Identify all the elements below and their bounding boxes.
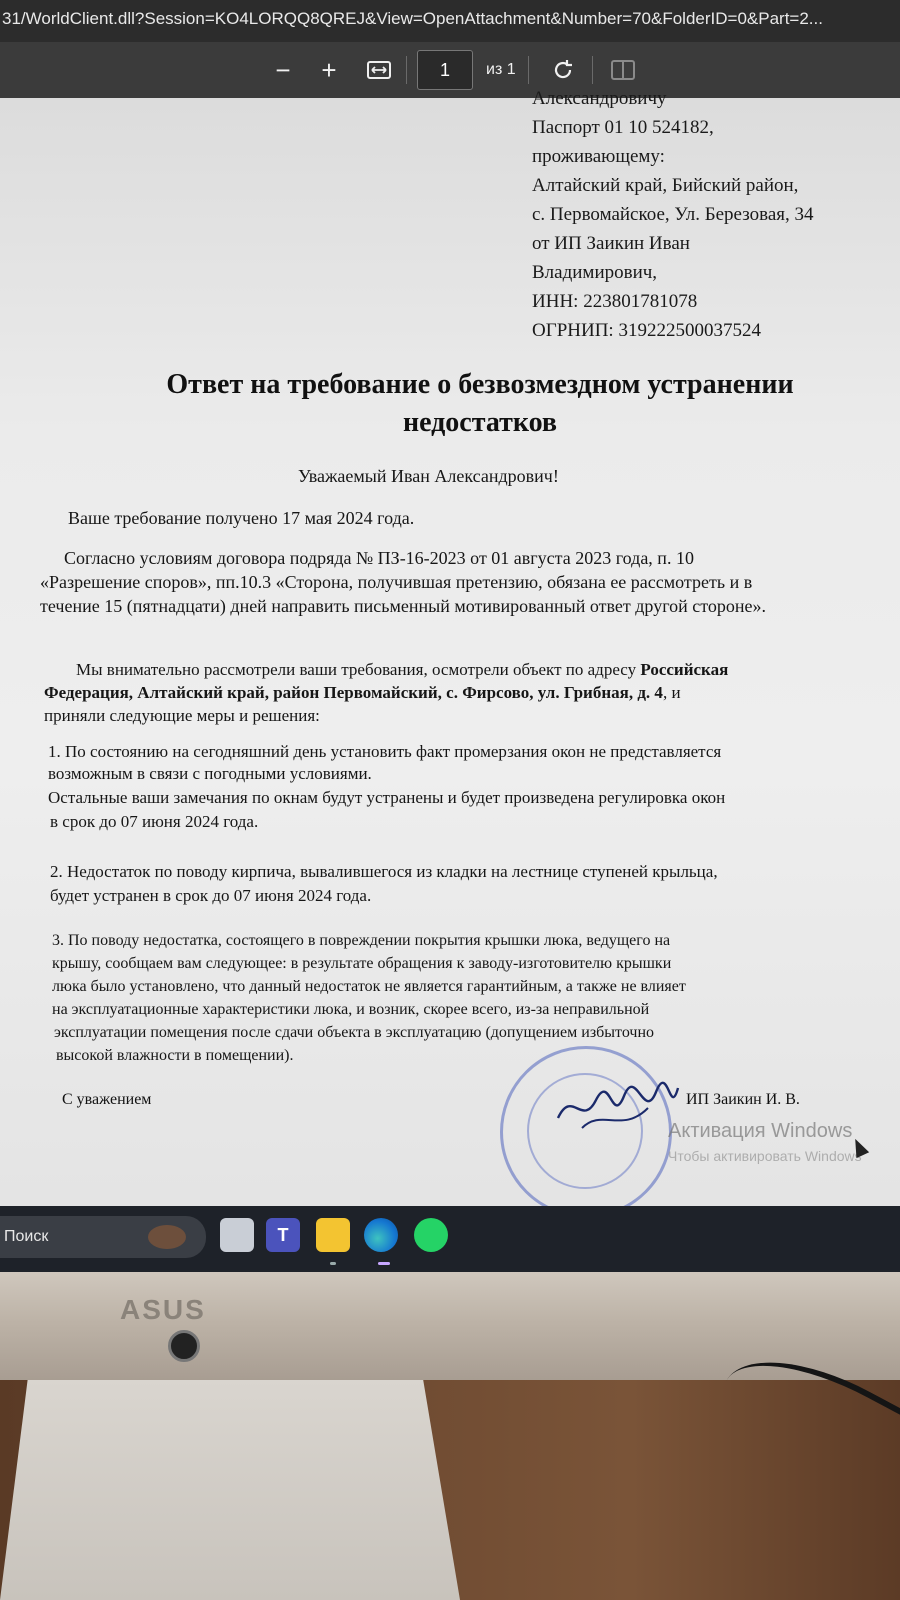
taskbar [0, 1206, 900, 1272]
toolbar-divider [592, 56, 593, 84]
active-indicator [378, 1262, 390, 1265]
list-item-3-line: 3. По поводу недостатка, состоящего в повреждении покрытия крышки люка, ведущего на [52, 932, 671, 949]
page-number-input[interactable]: 1 [417, 50, 473, 90]
url-text: 31/WorldClient.dll?Session=KO4LORQQ8QREJ&View=OpenAttachment&Number=70&FolderID=0&Part=2... [2, 9, 823, 28]
title-line: Ответ на требование о безвозмездном устранении [166, 369, 794, 400]
address-line: Паспорт 01 10 524182, [532, 117, 714, 138]
list-item-1-line: возможным в связи с погодными условиями. [48, 764, 372, 783]
address-line: ИНН: 223801781078 [532, 291, 698, 312]
rotate-icon [551, 58, 575, 82]
webcam-icon [168, 1330, 200, 1362]
list-item-2-line: 2. Недостаток по поводу кирпича, вывалившегося из кладки на лестнице ступеней крыльца, [50, 862, 718, 881]
list-item-1-line: 1. По состоянию на сегодняшний день установить факт промерзания окон не представляется [48, 742, 722, 761]
plus-icon: + [321, 55, 337, 85]
zoom-in-button[interactable] [312, 42, 346, 98]
activation-watermark-hint: Чтобы активировать Windows [668, 1148, 862, 1164]
closing-text: С уважением [62, 1091, 152, 1108]
address-line: ОГРНИП: 319222500037524 [532, 320, 761, 341]
monitor-stand [0, 1380, 460, 1600]
address-line: Алтайский край, Бийский район, [532, 175, 799, 196]
list-item-3-line: высокой влажности в помещении). [56, 1047, 294, 1064]
inspection-text: , и [662, 683, 681, 702]
teams-icon[interactable]: T [266, 1218, 300, 1252]
list-item-2-line: будет устранен в срок до 07 июня 2024 года. [50, 886, 372, 905]
list-item-3-line: эксплуатации помещения после сдачи объекта в эксплуатацию (допущением избыточно [54, 1024, 655, 1041]
document-title [80, 366, 880, 442]
inspection-address-bold: Федерация, Алтайский край, район Первомайский, с. Фирсово, ул. Грибная, д. 4 [44, 683, 663, 702]
address-line: Александровичу [532, 88, 667, 109]
file-explorer-icon[interactable] [316, 1218, 350, 1252]
address-line: проживающему: [532, 146, 665, 167]
list-item-1-line: в срок до 07 июня 2024 года. [50, 812, 259, 831]
address-line: от ИП Заикин Иван [532, 233, 690, 254]
toolbar-divider [406, 56, 407, 84]
two-page-icon [611, 60, 635, 80]
zoom-out-button[interactable] [266, 42, 300, 98]
paragraph-received: Ваше требование получено 17 мая 2024 года. [68, 508, 415, 528]
whatsapp-icon[interactable] [414, 1218, 448, 1252]
toolbar-divider [528, 56, 529, 84]
address-bar[interactable] [0, 0, 900, 42]
signer-name: ИП Заикин И. В. [686, 1091, 800, 1108]
minus-icon: − [275, 55, 291, 85]
list-item-3-line: люка было установлено, что данный недостаток не является гарантийным, а также не влияет [52, 978, 686, 995]
address-line: с. Первомайское, Ул. Березовая, 34 [532, 204, 814, 225]
running-indicator [330, 1262, 336, 1265]
inspection-address-bold: Российская [640, 660, 729, 679]
edge-icon[interactable] [364, 1218, 398, 1252]
list-item-1-line: Остальные ваши замечания по окнам будут устранены и будет произведена регулировка окон [48, 788, 726, 807]
paragraph-inspection-line [76, 660, 728, 680]
greeting: Уважаемый Иван Александрович! [298, 466, 559, 486]
signature [552, 1078, 682, 1138]
paragraph-contract-line: Согласно условиям договора подряда № ПЗ-16-2023 от 01 августа 2023 года, п. 10 [64, 548, 694, 568]
task-view-icon[interactable] [220, 1218, 254, 1252]
title-line: недостатков [402, 407, 558, 438]
search-label: Поиск [4, 1228, 49, 1245]
paragraph-contract-line: течение 15 (пятнадцати) дней направить письменный мотивированный ответ другой стороне». [40, 596, 767, 616]
list-item-3-line: крышу, сообщаем вам следующее: в результате обращения к заводу-изготовителю крышки [52, 955, 672, 972]
address-line: Владимирович, [532, 262, 658, 283]
fit-page-button[interactable] [362, 42, 396, 98]
page-count: из 1 [486, 61, 516, 78]
inspection-text: Мы внимательно рассмотрели ваши требования, осмотрели объект по адресу [76, 660, 641, 679]
list-item-3-line: на эксплуатационные характеристики люка, и возник, скорее всего, из-за неправильной [52, 1001, 650, 1018]
paragraph-inspection-line: приняли следующие меры и решения: [44, 706, 320, 725]
paragraph-contract-line: «Разрешение споров», пп.10.3 «Сторона, получившая претензию, обязана ее рассмотреть и в [40, 572, 753, 592]
brand-logo: ASUS [120, 1294, 206, 1325]
recipient-address [532, 88, 814, 345]
activation-watermark-title: Активация Windows [668, 1120, 853, 1142]
document-page [0, 88, 900, 1206]
taskbar-search[interactable] [0, 1216, 206, 1258]
search-highlight-icon [148, 1225, 186, 1249]
paragraph-inspection-line [44, 683, 681, 703]
fit-page-icon [367, 61, 391, 79]
